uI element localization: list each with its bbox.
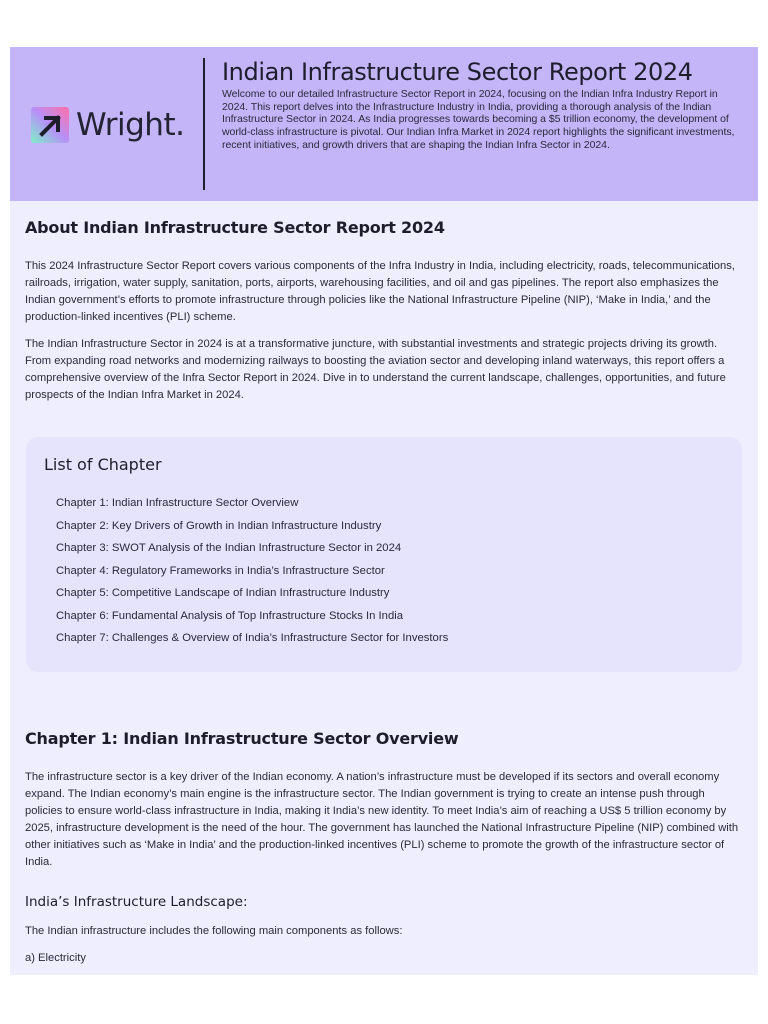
component-electricity: a) Electricity <box>25 952 86 964</box>
report-page <box>10 47 758 975</box>
chapter-list-box <box>26 437 742 672</box>
chapter1-paragraph: The infrastructure sector is a key driver of the Indian economy. A nation’s infrastructure must be developed if its sectors and overall economy expand. The Indian economy’s main engine is the infrastructure sector. The Indian government is trying to create an intense push through policies to ensure world-class infrastructure in India, making it India’s new identity. To meet India’s aim of reaching a US$ 5 trillion economy by 2025, infrastructure development is the need of the hour. The government has launched the National Infrastructure Pipeline (NIP) combined with other initiatives such as ‘Make in India’ and the production-linked incentives (PLI) scheme to promote the growth of the infrastructure sector of India. <box>25 771 739 868</box>
landscape-subheading: India’s Infrastructure Landscape: <box>25 894 248 910</box>
wright-logo-mark-icon <box>31 107 69 143</box>
about-paragraph-2: The Indian Infrastructure Sector in 2024 is at a transformative juncture, with substantial investments and strategic projects driving its growth. From expanding road networks and modernizing railways to boosting the aviation sector and developing inland waterways, this report offers a comprehensive overview of the Infra Sector Report in 2024. Dive in to understand the current landscape, challenges, opportunities, and future prospects of the Indian Infra Market in 2024. <box>25 338 726 401</box>
chapter-item[interactable]: Chapter 7: Challenges & Overview of India’s Infrastructure Sector for Investors <box>56 632 449 644</box>
logo-wordmark: Wright. <box>76 107 185 143</box>
about-heading: About Indian Infrastructure Sector Report 2024 <box>25 218 445 237</box>
report-intro: Welcome to our detailed Infrastructure Sector Report in 2024, focusing on the Indian Infra Industry Report in 2024. This report delves into the Infrastructure Industry in India, providing a thorough analysis of the Indian Infrastructure Sector in 2024. As India progresses towards becoming a $5 trillion economy, the development of world-class infrastructure is pivotal. Our Indian Infra Market in 2024 report highlights the significant investments, recent initiatives, and growth drivers that are shaping the Indian Infra Sector in 2024. <box>222 88 735 151</box>
chapter-list <box>56 492 448 650</box>
chapter-item[interactable]: Chapter 3: SWOT Analysis of the Indian Infrastructure Sector in 2024 <box>56 542 402 554</box>
chapter-item[interactable]: Chapter 6: Fundamental Analysis of Top Infrastructure Stocks In India <box>56 609 404 622</box>
chapter1-heading: Chapter 1: Indian Infrastructure Sector Overview <box>25 729 459 748</box>
report-header <box>10 47 758 201</box>
chapter-item[interactable]: Chapter 2: Key Drivers of Growth in Indian Infrastructure Industry <box>56 519 382 532</box>
header-divider <box>203 58 205 190</box>
chapter-item[interactable]: Chapter 1: Indian Infrastructure Sector Overview <box>56 497 299 509</box>
components-intro: The Indian infrastructure includes the following main components as follows: <box>25 925 403 937</box>
report-title: Indian Infrastructure Sector Report 2024 <box>222 58 693 86</box>
chapter-list-heading: List of Chapter <box>44 455 162 474</box>
wright-logo <box>31 105 191 145</box>
chapter-item[interactable]: Chapter 4: Regulatory Frameworks in India’s Infrastructure Sector <box>56 564 385 577</box>
chapter-item[interactable]: Chapter 5: Competitive Landscape of Indian Infrastructure Industry <box>56 587 390 599</box>
about-paragraph-1: This 2024 Infrastructure Sector Report covers various components of the Infra Industry in India, including electricity, roads, telecommunications, railroads, irrigation, water supply, sanitation, ports, airports, warehousing facilities, and oil and gas pipelines. The report also emphasizes the Indian government’s efforts to promote infrastructure through policies like the National Infrastructure Pipeline (NIP), ‘Make in India,’ and the production-linked incentives (PLI) scheme. <box>25 260 735 323</box>
